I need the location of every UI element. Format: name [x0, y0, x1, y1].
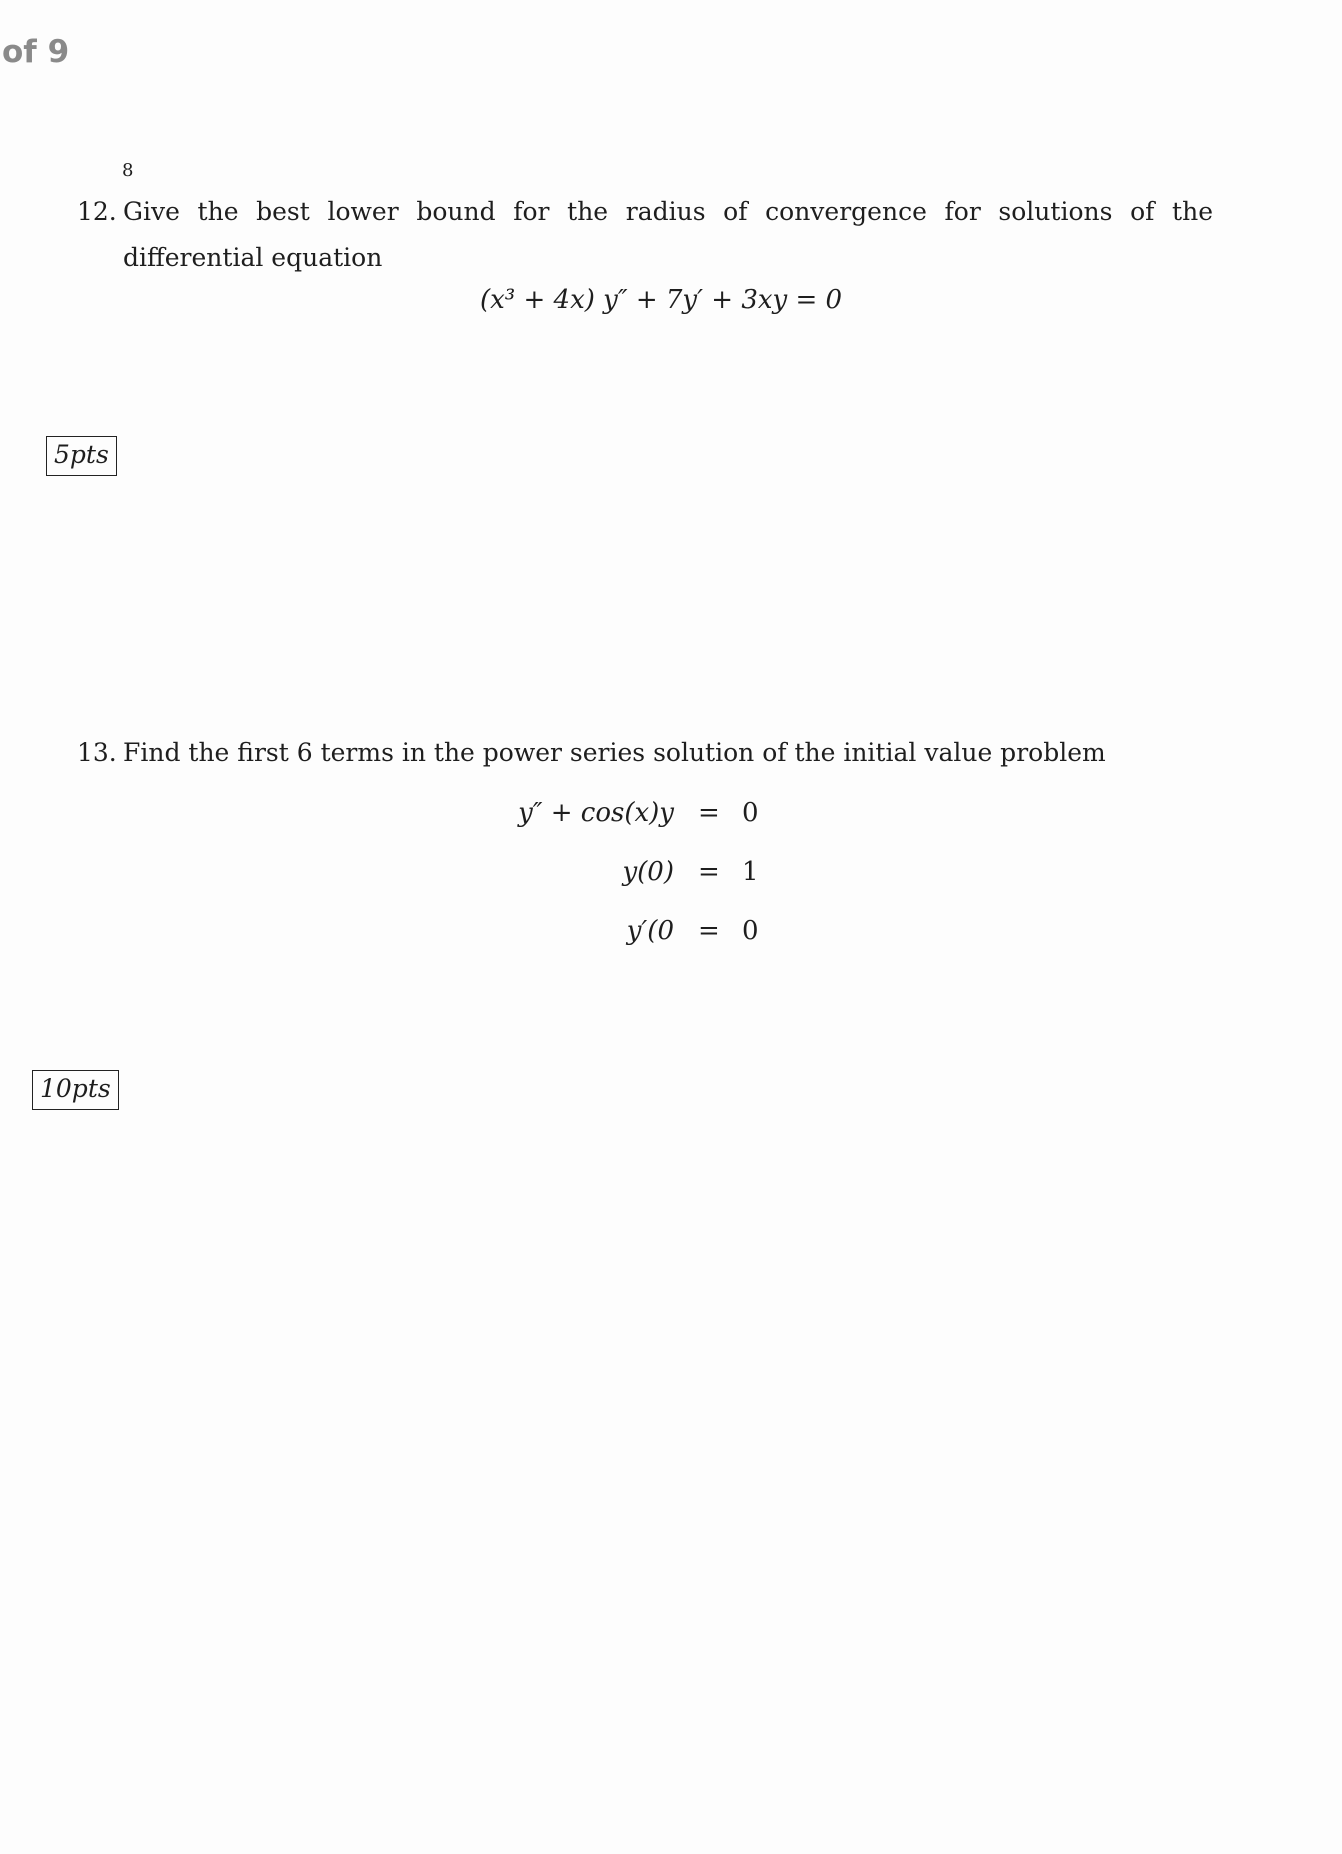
ivp-equals: =: [698, 916, 720, 946]
question-text: Find the first 6 terms in the power series solution of the initial value problem: [123, 738, 1106, 767]
ivp-rhs: 0: [742, 916, 759, 946]
page-count-indicator: of 9: [2, 34, 70, 70]
points-badge: 5pts: [46, 436, 117, 476]
question-text: Give the best lower bound for the radius of convergence for solutions of the differential equation: [123, 197, 1213, 272]
ivp-equals: =: [698, 857, 720, 887]
ivp-derivative-condition-row: [0, 916, 1342, 956]
question-number: 13.: [77, 738, 117, 767]
points-badge: 10pts: [32, 1070, 119, 1110]
ivp-lhs: y″ + cos(x)y: [518, 798, 674, 828]
ivp-equation-row: [0, 798, 1342, 838]
ivp-lhs: y(0): [622, 857, 674, 887]
ivp-initial-condition-row: [0, 857, 1342, 897]
ivp-equals: =: [698, 798, 720, 828]
ivp-rhs: 0: [742, 798, 759, 828]
ivp-rhs: 1: [742, 857, 759, 887]
differential-equation: (x³ + 4x) y″ + 7y′ + 3xy = 0: [480, 285, 843, 315]
question-number: 12.: [77, 197, 117, 226]
page-number: 8: [122, 160, 134, 181]
ivp-lhs: y′(0: [626, 916, 674, 946]
